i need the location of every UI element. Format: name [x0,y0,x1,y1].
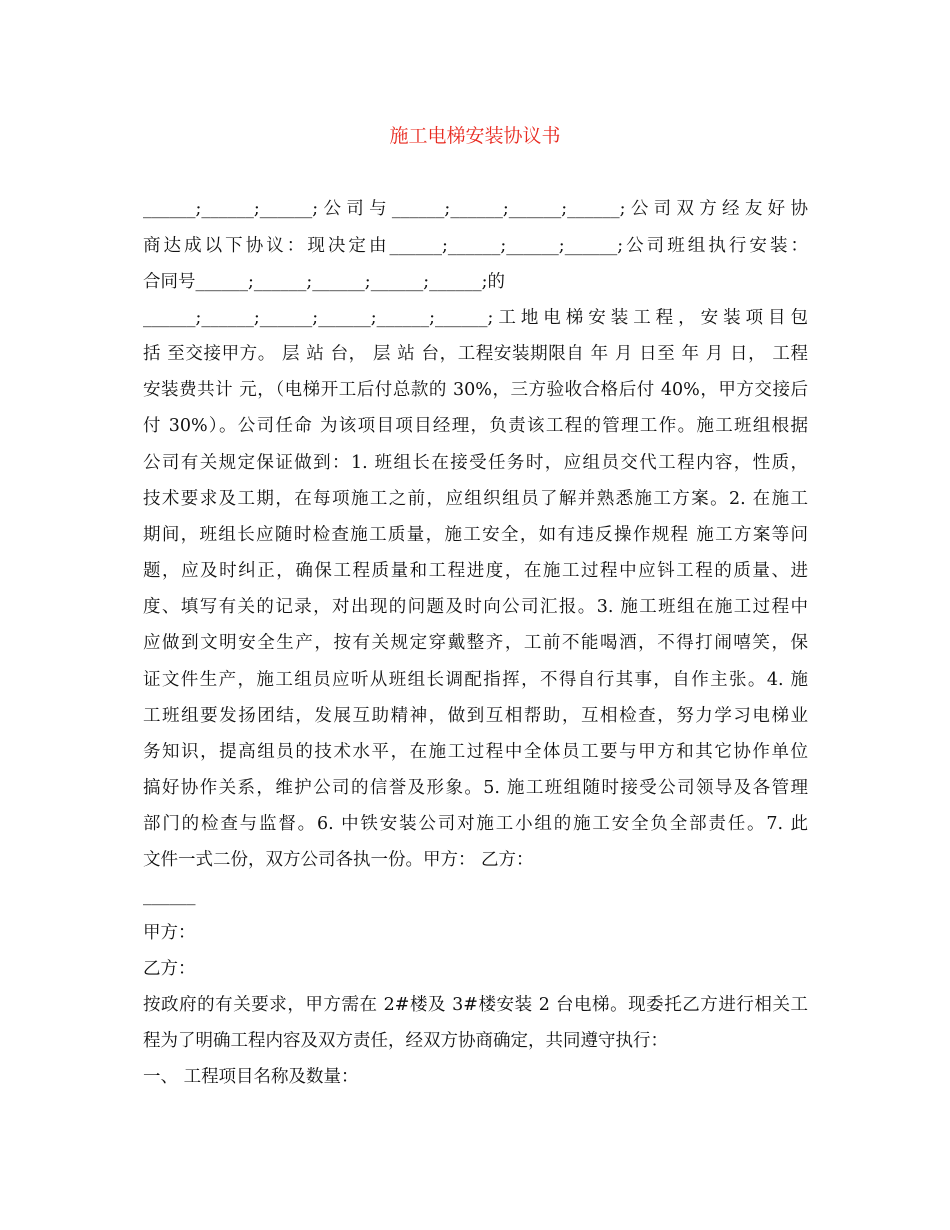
body-line: 工班组要发扬团结，发展互助精神，做到互相帮助，互相检查，努力学习电梯业 [143,706,808,726]
body-line: 期间，班组长应随时检查施工质量，施工安全，如有违反操作规程 施工方案等问 [143,525,808,545]
body-line: 部门的检查与监督。6. 中铁安装公司对施工小组的施工安全负全部责任。7. 此 [143,814,808,834]
body-line: 括 至交接甲方。 层 站 台， 层 站 台，工程安装期限自 年 月 日至 年 月 日， 工程 [143,344,808,364]
party-a-label: 甲方： [143,923,196,943]
body-line: 合同号______;______;______;______;______;的 [143,272,505,292]
body-line: 技术要求及工期，在每项施工之前，应组织组员了解并熟悉施工方案。2. 在施工 [143,489,808,509]
body-line: 按政府的有关要求，甲方需在 2#楼及 3#楼安装 2 台电梯。现委托乙方进行相关工 [143,995,808,1015]
body-line: 题，应及时纠正，确保工程质量和工程进度，在施工过程中应钭工程的质量、进 [143,561,808,581]
body-line: 度、填写有关的记录，对出现的问题及时向公司汇报。3. 施工班组在施工过程中 [143,597,808,617]
section-heading: 一、 工程项目名称及数量： [143,1067,359,1087]
body-line: 搞好协作关系，维护公司的信誉及形象。5. 施工班组随时接受公司领导及各管理 [143,778,808,798]
body-line: 程为了明确工程内容及双方责任，经双方协商确定，共同遵守执行： [143,1031,668,1051]
body-line: 付 30%）。公司任命 为该项目项目经理，负责该工程的管理工作。施工班组根据 [143,416,808,436]
party-b-label: 乙方： [143,959,196,979]
body-line: 安装费共计 元，（电梯开工后付总款的 30%，三方验收合格后付 40%，甲方交接后 [143,380,808,400]
body-line: 商达成以下协议：现决定由______;______;______;______;公司班组执行安装： [143,236,808,256]
body-line: ______;______;______;公司与______;______;______;______;公司双方经友好协 [143,199,808,219]
body-line: 应做到文明安全生产，按有关规定穿戴整齐，工前不能喝酒，不得打闹嘻笑，保 [143,633,808,653]
body-line: 公司有关规定保证做到：1. 班组长在接受任务时，应组员交代工程内容，性质， [143,453,808,473]
body-line: 证文件生产，施工组员应听从班组长调配指挥，不得自行其事，自作主张。4. 施 [143,670,808,690]
body-line: 务知识，提高组员的技术水平，在施工过程中全体员工要与甲方和其它协作单位 [143,742,808,762]
body-line: 文件一式二份，双方公司各执一份。甲方： 乙方： [143,850,534,870]
signature-underline: ______ [143,886,196,906]
document-title: 施工电梯安装协议书 [389,125,561,147]
body-line: ______;______;______;______;______;______;工地电梯安装工程，安装项目包 [143,308,808,328]
